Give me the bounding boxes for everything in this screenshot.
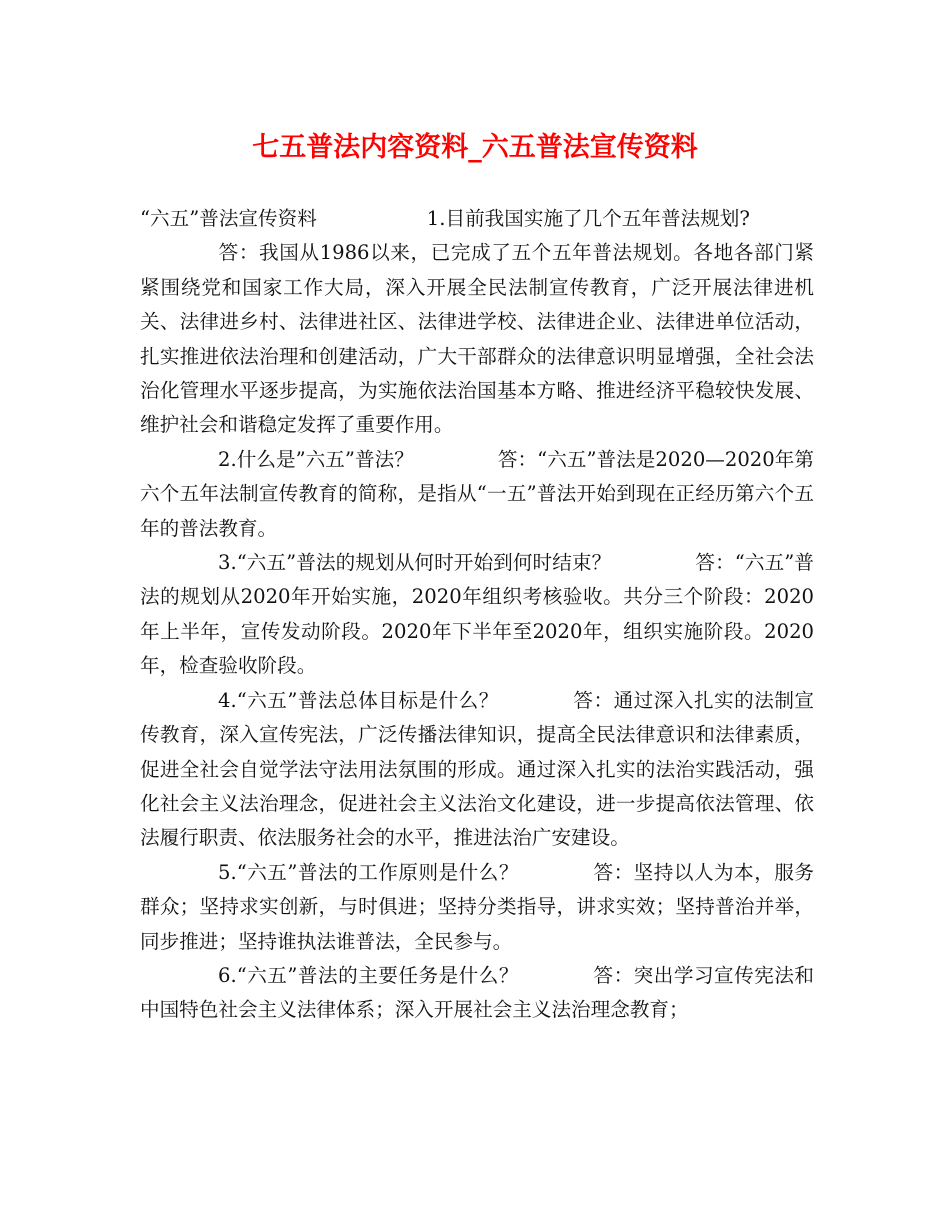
answer-6: 答：突出学习宣传宪法和中国特色社会主义法律体系；深入开展社会主义法治理念教育；: [140, 963, 815, 1022]
answer-3: 答：“六五”普法的规划从2020年开始实施，2020年组织考核验收。共分三个阶段：2020年上半年，宣传发动阶段。2020年下半年至2020年，组织实施阶段。2020年，检查验收阶段。: [140, 551, 814, 678]
paragraph-5: [140, 856, 814, 959]
question-2: 2.什么是”六五”普法？: [218, 447, 414, 471]
document-body: [140, 202, 814, 1028]
paragraph-4: [140, 684, 814, 856]
paragraph-1: [140, 202, 814, 443]
section-heading: “六五”普法宣传资料: [140, 207, 317, 230]
answer-1: 答：我国从1986以来，已完成了五个五年普法规划。各地各部门紧紧围绕党和国家工作大局，深入开展全民法制宣传教育，广泛开展法律进机关、法律进乡村、法律进社区、法律进学校、法律进企业、法律进单位活动，扎实推进依法治理和创建活动，广大干部群众的法律意识明显增强，全社会法治化管理水平逐步提高，为实施依法治国基本方略、推进经济平稳较快发展、维护社会和谐稳定发挥了重要作用。: [140, 241, 814, 437]
question-3: 3.“六五”普法的规划从何时开始到何时结束？: [218, 551, 612, 575]
answer-4: 答：通过深入扎实的法制宣传教育，深入宣传宪法，广泛传播法律知识，提高全民法律意识和法律素质，促进全社会自觉学法守法用法氛围的形成。通过深入扎实的法治实践活动，强化社会主义法治理念，促进社会主义法治文化建设，进一步提高依法管理、依法履行职责、依法服务社会的水平，推进法治广安建设。: [140, 688, 815, 850]
question-4: 4.“六五”普法总体目标是什么？: [218, 688, 499, 712]
answer-5: 答：坚持以人为本，服务群众；坚持求实创新，与时俱进；坚持分类指导，讲求实效；坚持普治并举，同步推进；坚持谁执法谁普法，全民参与。: [140, 860, 815, 953]
document-title: 七五普法内容资料_六五普法宣传资料: [252, 132, 698, 163]
question-6: 6.“六五”普法的主要任务是什么？: [218, 963, 519, 987]
question-5: 5.“六五”普法的工作原则是什么？: [218, 860, 519, 884]
question-1: 1.目前我国实施了几个五年普法规划?: [426, 207, 750, 230]
paragraph-3: [140, 546, 814, 684]
answer-2: 答：“六五”普法是2020—2020年第六个五年法制宣传教育的简称，是指从“一五”普法开始到现在正经历第六个五年的普法教育。: [140, 447, 814, 540]
paragraph-6: [140, 959, 814, 1028]
paragraph-2: [140, 443, 814, 546]
